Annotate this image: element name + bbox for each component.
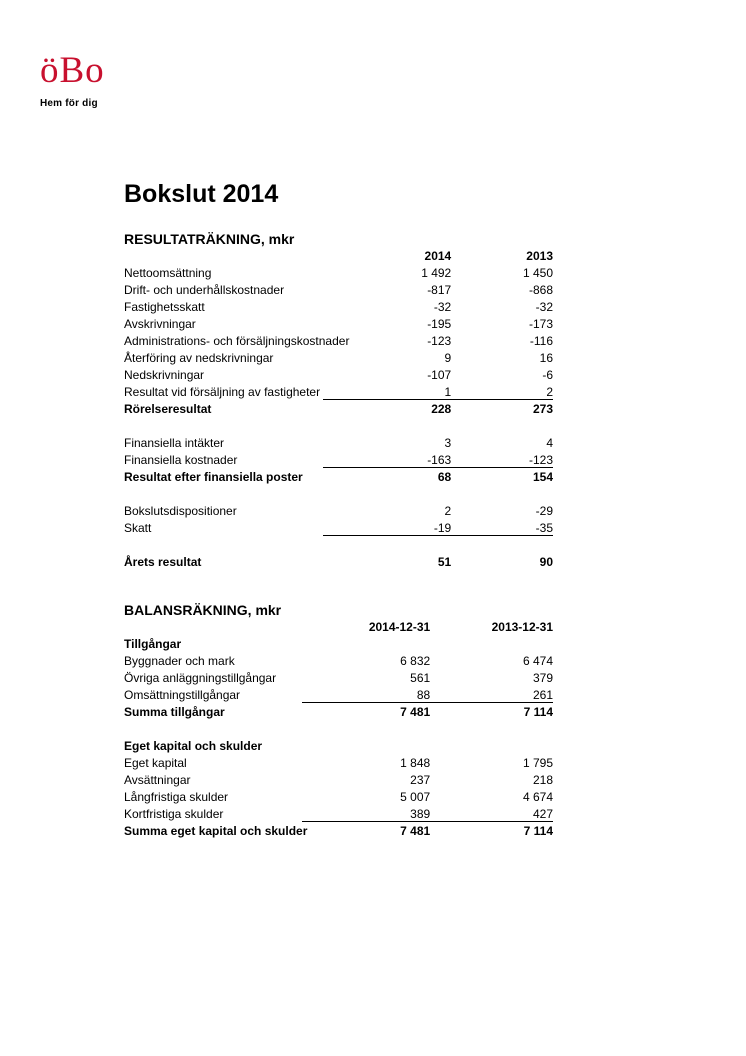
row-value-2013: 7 114 xyxy=(523,824,553,838)
table-row xyxy=(124,435,553,452)
row-label: Avskrivningar xyxy=(124,317,196,331)
row-value-2014: 1 848 xyxy=(400,756,431,770)
row-label: Drift- och underhållskostnader xyxy=(124,283,285,297)
column-header-2013-12-31: 2013-12-31 xyxy=(491,620,553,634)
table-row xyxy=(124,653,553,670)
row-value-2014: -107 xyxy=(427,368,452,382)
table-row xyxy=(124,367,553,384)
row-value-2013: 261 xyxy=(430,687,553,704)
row-value-2014: 9 xyxy=(444,351,452,365)
assets-heading: Tillgångar xyxy=(124,637,182,651)
row-value-2013: 4 xyxy=(546,436,553,450)
total-row xyxy=(124,554,553,571)
row-value-2014: 1 xyxy=(349,384,451,401)
spacer-row xyxy=(124,721,553,738)
row-value-2014: -163 xyxy=(349,452,451,469)
row-value-2014: -123 xyxy=(427,334,452,348)
equity-liabilities-heading: Eget kapital och skulder xyxy=(124,739,263,753)
balance-sheet-title: BALANSRÄKNING, mkr xyxy=(124,602,282,618)
row-value-2013: 7 114 xyxy=(523,705,553,719)
row-value-2014: 5 007 xyxy=(400,790,431,804)
income-statement-title: RESULTATRÄKNING, mkr xyxy=(124,231,295,247)
total-row xyxy=(124,823,553,840)
row-label: Återföring av nedskrivningar xyxy=(124,351,274,365)
row-label: Kortfristiga skulder xyxy=(124,807,224,821)
table-row xyxy=(124,299,553,316)
row-value-2014: -19 xyxy=(349,520,451,537)
row-value-2013: -116 xyxy=(529,334,553,348)
row-value-2014: 561 xyxy=(410,671,431,685)
table-row xyxy=(124,452,553,469)
row-value-2013: -32 xyxy=(535,300,553,314)
row-label: Nedskrivningar xyxy=(124,368,205,382)
table-row xyxy=(124,806,553,823)
row-value-2013: -868 xyxy=(528,283,553,297)
row-label: Finansiella intäkter xyxy=(124,436,225,450)
row-value-2013: 379 xyxy=(532,671,553,685)
row-value-2014: 1 492 xyxy=(421,266,452,280)
spacer-row xyxy=(124,418,553,435)
row-label: Omsättningstillgångar xyxy=(124,688,241,702)
document-body xyxy=(124,178,556,840)
total-row xyxy=(124,704,553,721)
row-value-2014: 2 xyxy=(444,504,452,518)
table-row xyxy=(124,520,553,537)
row-label: Bokslutsdispositioner xyxy=(124,504,237,518)
table-row xyxy=(124,503,553,520)
group-heading-row xyxy=(124,738,553,755)
table-row xyxy=(124,265,553,282)
row-value-2014: -195 xyxy=(427,317,452,331)
row-label: Summa tillgångar xyxy=(124,705,225,719)
row-value-2014: -32 xyxy=(433,300,452,314)
row-value-2014: 6 832 xyxy=(400,654,431,668)
table-row xyxy=(124,333,553,350)
row-value-2014: 88 xyxy=(307,687,430,704)
row-value-2013: -35 xyxy=(451,520,553,537)
column-header-2014: 2014 xyxy=(424,249,452,263)
row-value-2014: 237 xyxy=(410,773,431,787)
table-header-row xyxy=(124,248,553,265)
group-heading-row xyxy=(124,636,553,653)
row-value-2013: -6 xyxy=(542,368,553,382)
row-value-2013: 4 674 xyxy=(522,790,553,804)
row-value-2013: 218 xyxy=(532,773,553,787)
row-label: Skatt xyxy=(124,521,152,535)
row-value-2013: 90 xyxy=(539,555,553,569)
row-label: Övriga anläggningstillgångar xyxy=(124,671,277,685)
row-label: Årets resultat xyxy=(124,555,202,569)
subtotal-row xyxy=(124,469,553,486)
row-label: Rörelseresultat xyxy=(124,402,212,416)
row-value-2013: 154 xyxy=(532,470,553,484)
row-label: Långfristiga skulder xyxy=(124,790,229,804)
row-value-2014: 7 481 xyxy=(400,824,431,838)
row-label: Summa eget kapital och skulder xyxy=(124,824,308,838)
subtotal-row xyxy=(124,401,553,418)
table-row xyxy=(124,384,553,401)
row-value-2014: -817 xyxy=(427,283,452,297)
table-row xyxy=(124,350,553,367)
row-label: Eget kapital xyxy=(124,756,187,770)
table-row xyxy=(124,687,553,704)
table-row xyxy=(124,316,553,333)
row-value-2013: -123 xyxy=(451,452,553,469)
balance-sheet-table xyxy=(124,619,553,840)
logo-tagline: Hem för dig xyxy=(40,98,98,109)
row-label: Byggnader och mark xyxy=(124,654,235,668)
row-value-2013: 427 xyxy=(430,806,553,823)
table-row xyxy=(124,772,553,789)
row-value-2014: 7 481 xyxy=(400,705,431,719)
row-value-2013: 2 xyxy=(451,384,553,401)
row-label: Avsättningar xyxy=(124,773,191,787)
column-header-2013: 2013 xyxy=(526,249,553,263)
row-value-2013: -173 xyxy=(528,317,553,331)
column-header-2014-12-31: 2014-12-31 xyxy=(368,620,431,634)
row-value-2013: 1 450 xyxy=(522,266,553,280)
row-value-2014: 51 xyxy=(437,555,452,569)
row-label: Resultat efter finansiella poster xyxy=(124,470,303,484)
obo-logo xyxy=(40,50,110,109)
row-value-2013: 6 474 xyxy=(522,654,553,668)
spacer-row xyxy=(124,486,553,503)
income-statement-table xyxy=(124,248,553,571)
table-row xyxy=(124,670,553,687)
row-label: Fastighetsskatt xyxy=(124,300,205,314)
row-value-2014: 68 xyxy=(437,470,452,484)
table-row xyxy=(124,282,553,299)
row-label: Administrations- och försäljningskostnader xyxy=(124,334,350,348)
row-value-2014: 228 xyxy=(431,402,452,416)
table-header-row xyxy=(124,619,553,636)
row-value-2013: -29 xyxy=(535,504,553,518)
spacer-row xyxy=(124,537,553,554)
row-value-2014: 3 xyxy=(444,436,452,450)
row-label: Nettoomsättning xyxy=(124,266,212,280)
row-label: Resultat vid försäljning av fastigheter xyxy=(124,385,321,399)
row-value-2013: 1 795 xyxy=(522,756,553,770)
row-value-2013: 16 xyxy=(539,351,553,365)
row-label: Finansiella kostnader xyxy=(124,453,238,467)
table-row xyxy=(124,755,553,772)
row-value-2014: 389 xyxy=(307,806,430,823)
logo-mark: öBo xyxy=(40,50,105,91)
table-row xyxy=(124,789,553,806)
row-value-2013: 273 xyxy=(532,402,553,416)
page-title: Bokslut 2014 xyxy=(124,180,279,208)
